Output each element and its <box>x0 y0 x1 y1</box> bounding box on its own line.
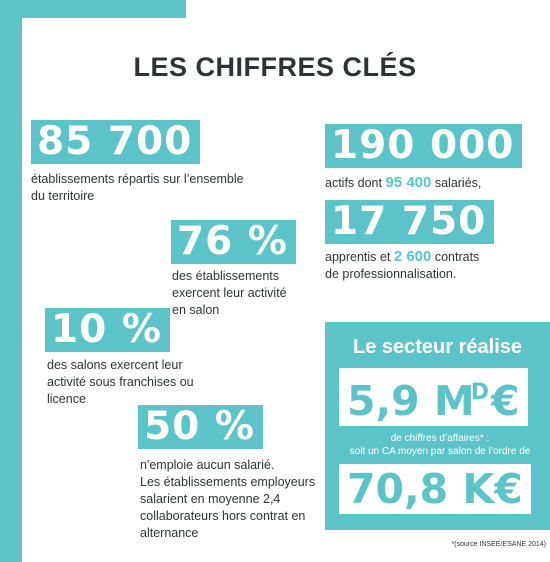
panel-desc <box>335 432 545 458</box>
desc-line: Les établissements employeurs <box>140 475 316 489</box>
stat-sans-salarie-desc <box>140 457 320 542</box>
revenue-value-box <box>339 368 528 426</box>
desc-line: du territoire <box>31 189 95 203</box>
desc-line: des salons exercent leur <box>47 358 183 372</box>
desc-text: contrats <box>434 250 480 264</box>
average-value: 70,8 K€ <box>347 465 523 513</box>
stat-franchises-desc <box>47 357 217 408</box>
panel-title: Le secteur réalise <box>353 336 522 358</box>
desc-line: salarient en moyenne 2,4 <box>140 492 281 506</box>
desc-line: collaborateurs hors contrat en <box>140 509 306 523</box>
page-title: LES CHIFFRES CLÉS <box>133 52 417 82</box>
stat-sans-salarie-value: 50 % <box>138 405 263 449</box>
stat-apprentis-value: 17 750 <box>325 200 494 244</box>
desc-line: soit un CA moyen par salon de l’ordre de <box>349 446 531 457</box>
left-accent-bar <box>0 0 22 562</box>
desc-line: de chiffres d’affaires* : <box>390 433 490 444</box>
desc-line: licence <box>47 392 86 406</box>
revenue-value: 5,9 M <box>347 377 475 425</box>
desc-highlight: 95 400 <box>385 174 432 191</box>
stat-etablissements-desc <box>31 171 271 205</box>
desc-line: alternance <box>140 526 199 540</box>
source-note: *(source INSEE/ESANE 2014) <box>451 541 546 548</box>
desc-line: exercent leur activité <box>172 286 287 300</box>
revenue-unit: € <box>490 377 520 425</box>
desc-line: n'emploie aucun salarié. <box>140 458 275 472</box>
desc-text: salariés, <box>434 176 482 190</box>
desc-line: activité sous franchises ou <box>47 375 194 389</box>
stat-apprentis-desc <box>325 248 545 283</box>
desc-line <box>325 248 545 266</box>
stat-actifs-desc <box>325 174 545 192</box>
average-value-box <box>339 464 531 514</box>
stat-actifs-value: 190 000 <box>325 124 522 168</box>
stat-salon-value: 76 % <box>171 220 296 264</box>
revenue-panel <box>325 322 550 530</box>
desc-line: en salon <box>172 303 220 317</box>
desc-line: des établissements <box>172 269 280 283</box>
stat-franchises-value: 10 % <box>45 308 170 352</box>
revenue-value-superscript: D <box>470 380 489 405</box>
top-accent-bar <box>0 0 186 18</box>
desc-line: établissements répartis sur l’ensemble <box>31 172 244 186</box>
stat-etablissements-value: 85 700 <box>31 120 200 164</box>
desc-line: de professionnalisation. <box>325 267 457 281</box>
desc-text: actifs dont <box>325 176 382 190</box>
desc-highlight: 2 600 <box>393 248 432 265</box>
stat-salon-desc <box>172 268 312 319</box>
desc-text: apprentis et <box>325 250 391 264</box>
